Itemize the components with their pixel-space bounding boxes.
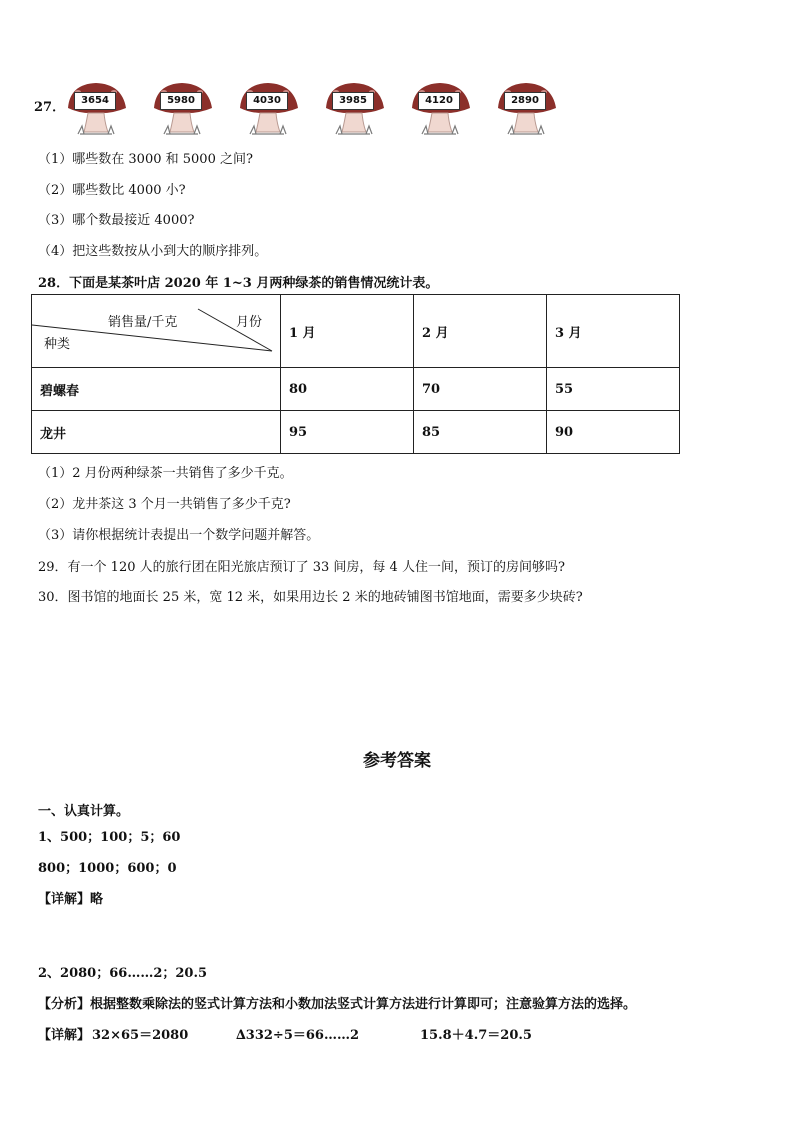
table-cell: 85 bbox=[414, 411, 547, 454]
q28-question-1: （1）2 月份两种绿茶一共销售了多少千克。 bbox=[38, 466, 293, 481]
corner-diagonal-lines bbox=[32, 295, 280, 367]
tea-name: 龙井 bbox=[32, 411, 281, 454]
mushroom-number: 5980 bbox=[160, 92, 202, 110]
tea-name: 碧螺春 bbox=[32, 368, 281, 411]
mushroom-number: 3985 bbox=[332, 92, 374, 110]
answer-2-calc-2: ∆332÷5＝66……2 bbox=[236, 1028, 359, 1043]
table-cell: 95 bbox=[281, 411, 414, 454]
answer-1-line-2: 800；1000；600；0 bbox=[38, 861, 177, 876]
answer-2-calc-1: 32×65＝2080 bbox=[92, 1028, 189, 1043]
corner-kind-label: 种类 bbox=[44, 337, 71, 352]
table-cell: 90 bbox=[547, 411, 680, 454]
q28-intro: 28．下面是某茶叶店 2020 年 1~3 月两种绿茶的销售情况统计表。 bbox=[38, 276, 439, 291]
q27-number: 27． bbox=[34, 100, 66, 115]
q27-question-2: （2）哪些数比 4000 小? bbox=[38, 183, 186, 198]
mushroom-icon bbox=[322, 80, 386, 136]
table-corner-cell bbox=[32, 295, 281, 368]
q29-text: 29．有一个 120 人的旅行团在阳光旅店预订了 33 间房，每 4 人住一间，预订的房间够吗? bbox=[38, 560, 565, 575]
mushroom-icon bbox=[236, 80, 300, 136]
mushroom-number: 4030 bbox=[246, 92, 288, 110]
answers-section-1: 一、认真计算。 bbox=[38, 804, 130, 819]
q27-question-4: （4）把这些数按从小到大的顺序排列。 bbox=[38, 244, 268, 259]
q28-question-2: （2）龙井茶这 3 个月一共销售了多少千克? bbox=[38, 497, 291, 512]
month-header-1: 1 月 bbox=[281, 295, 414, 368]
answer-1-detail: 【详解】略 bbox=[38, 892, 104, 907]
mushroom-number: 4120 bbox=[418, 92, 460, 110]
q30-text: 30．图书馆的地面长 25 米，宽 12 米，如果用边长 2 米的地砖铺图书馆地面，需要多少块砖? bbox=[38, 590, 583, 605]
mushroom-icon bbox=[494, 80, 558, 136]
sales-table bbox=[31, 294, 680, 454]
mushroom-icon bbox=[408, 80, 472, 136]
month-header-2: 2 月 bbox=[414, 295, 547, 368]
answers-title: 参考答案 bbox=[363, 751, 431, 771]
mushroom-number: 3654 bbox=[74, 92, 116, 110]
answer-2-calc-3: 15.8＋4.7＝20.5 bbox=[420, 1028, 532, 1043]
answer-2-analysis: 【分析】根据整数乘除法的竖式计算方法和小数加法竖式计算方法进行计算即可；注意验算方法的选择。 bbox=[38, 997, 637, 1012]
table-cell: 55 bbox=[547, 368, 680, 411]
month-header-3: 3 月 bbox=[547, 295, 680, 368]
corner-unit-label: 销售量/千克 bbox=[108, 315, 178, 330]
q27-question-1: （1）哪些数在 3000 和 5000 之间? bbox=[38, 152, 253, 167]
mushroom-number: 2890 bbox=[504, 92, 546, 110]
q27-question-3: （3）哪个数最接近 4000? bbox=[38, 213, 195, 228]
answer-2-line-1: 2、2080；66……2；20.5 bbox=[38, 966, 208, 981]
table-cell: 70 bbox=[414, 368, 547, 411]
q27-mushroom-row bbox=[34, 80, 594, 136]
table-header-row bbox=[32, 295, 680, 368]
q28-question-3: （3）请你根据统计表提出一个数学问题并解答。 bbox=[38, 528, 320, 543]
mushroom-icon bbox=[150, 80, 214, 136]
table-row bbox=[32, 411, 680, 454]
mushroom-icon bbox=[64, 80, 128, 136]
answer-2-detail-label: 【详解】 bbox=[38, 1028, 91, 1043]
table-cell: 80 bbox=[281, 368, 414, 411]
table-row bbox=[32, 368, 680, 411]
answer-1-line-1: 1、500；100；5；60 bbox=[38, 830, 181, 845]
corner-month-label: 月份 bbox=[236, 315, 263, 330]
